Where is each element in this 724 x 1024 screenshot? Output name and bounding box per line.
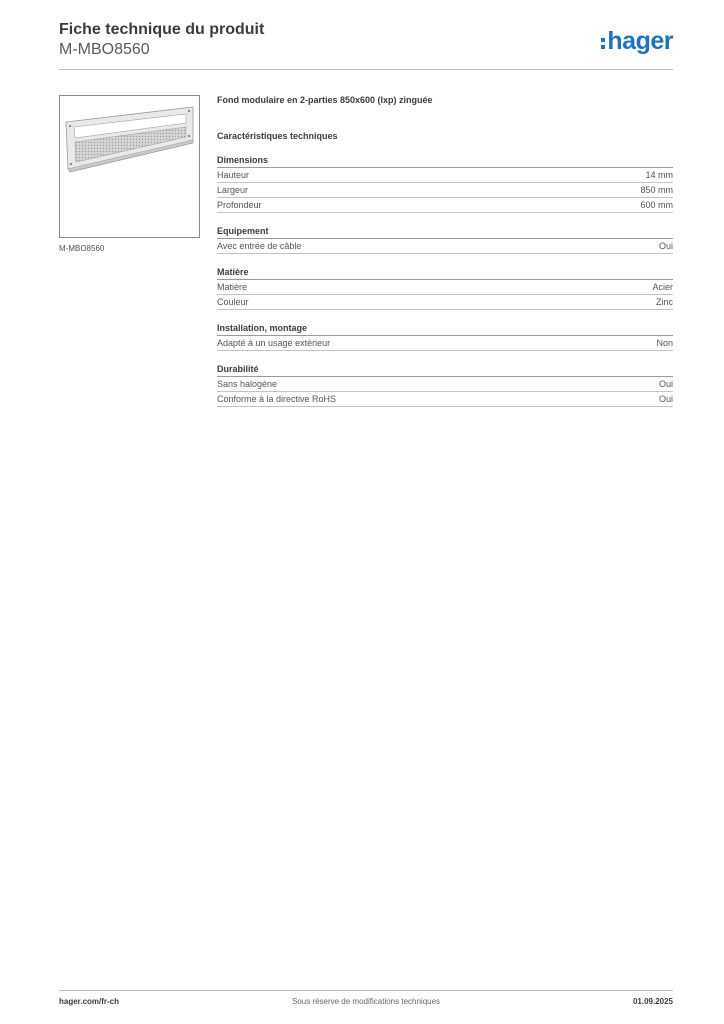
group-title: Matière — [217, 265, 673, 280]
spec-label: Couleur — [217, 297, 249, 307]
hager-logo — [601, 27, 673, 55]
spec-row — [217, 295, 673, 310]
group-title: Dimensions — [217, 153, 673, 168]
product-reference: M-MBO8560 — [59, 41, 150, 58]
spec-value: Non — [656, 338, 673, 348]
logo-wordmark: hager — [607, 27, 673, 55]
modular-plate-illustration — [60, 96, 199, 237]
section-title: Caractéristiques techniques — [217, 131, 338, 141]
spec-label: Matière — [217, 282, 248, 292]
spec-label: Profondeur — [217, 200, 262, 210]
spec-row — [217, 336, 673, 351]
spec-row — [217, 183, 673, 198]
group-title: Installation, montage — [217, 321, 673, 336]
spec-value: Zinc — [655, 297, 673, 307]
footer-date: 01.09.2025 — [632, 997, 673, 1006]
spec-label: Sans halogène — [217, 379, 278, 389]
logo-dots — [601, 38, 605, 49]
group-title: Durabilité — [217, 362, 673, 377]
spec-label: Adapté à un usage extérieur — [217, 338, 331, 348]
spec-value: Oui — [658, 379, 673, 389]
spec-group-installation — [217, 321, 673, 351]
page-header — [59, 20, 264, 60]
image-caption: M-MBO8560 — [59, 244, 105, 253]
spec-value: 850 mm — [640, 185, 673, 195]
spec-row — [217, 168, 673, 183]
product-image — [59, 95, 200, 238]
spec-label: Conforme à la directive RoHS — [217, 394, 337, 404]
spec-label: Largeur — [217, 185, 249, 195]
spec-content — [217, 94, 673, 407]
spec-row — [217, 239, 673, 254]
page-title: Fiche technique du produit — [59, 21, 265, 38]
spec-label: Hauteur — [217, 170, 250, 180]
spec-value: Oui — [658, 394, 673, 404]
spec-row — [217, 198, 673, 213]
spec-value: 600 mm — [640, 200, 673, 210]
footer-website-link[interactable]: hager.com/fr-ch — [59, 997, 120, 1006]
spec-row — [217, 392, 673, 407]
spec-label: Avec entrée de câble — [217, 241, 302, 251]
spec-row — [217, 377, 673, 392]
footer-divider — [59, 990, 673, 991]
spec-value: Oui — [658, 241, 673, 251]
spec-value: 14 mm — [645, 170, 673, 180]
spec-group-durabilite — [217, 362, 673, 407]
footer-disclaimer: Sous réserve de modifications techniques — [291, 997, 441, 1006]
page-footer — [59, 997, 673, 1009]
header-divider — [59, 69, 673, 70]
spec-group-dimensions — [217, 153, 673, 213]
group-title: Equipement — [217, 224, 673, 239]
spec-group-matiere — [217, 265, 673, 310]
product-description: Fond modulaire en 2-parties 850x600 (lxp) zinguée — [217, 95, 433, 105]
spec-group-equipement — [217, 224, 673, 254]
spec-row — [217, 280, 673, 295]
spec-value: Acier — [652, 282, 673, 292]
